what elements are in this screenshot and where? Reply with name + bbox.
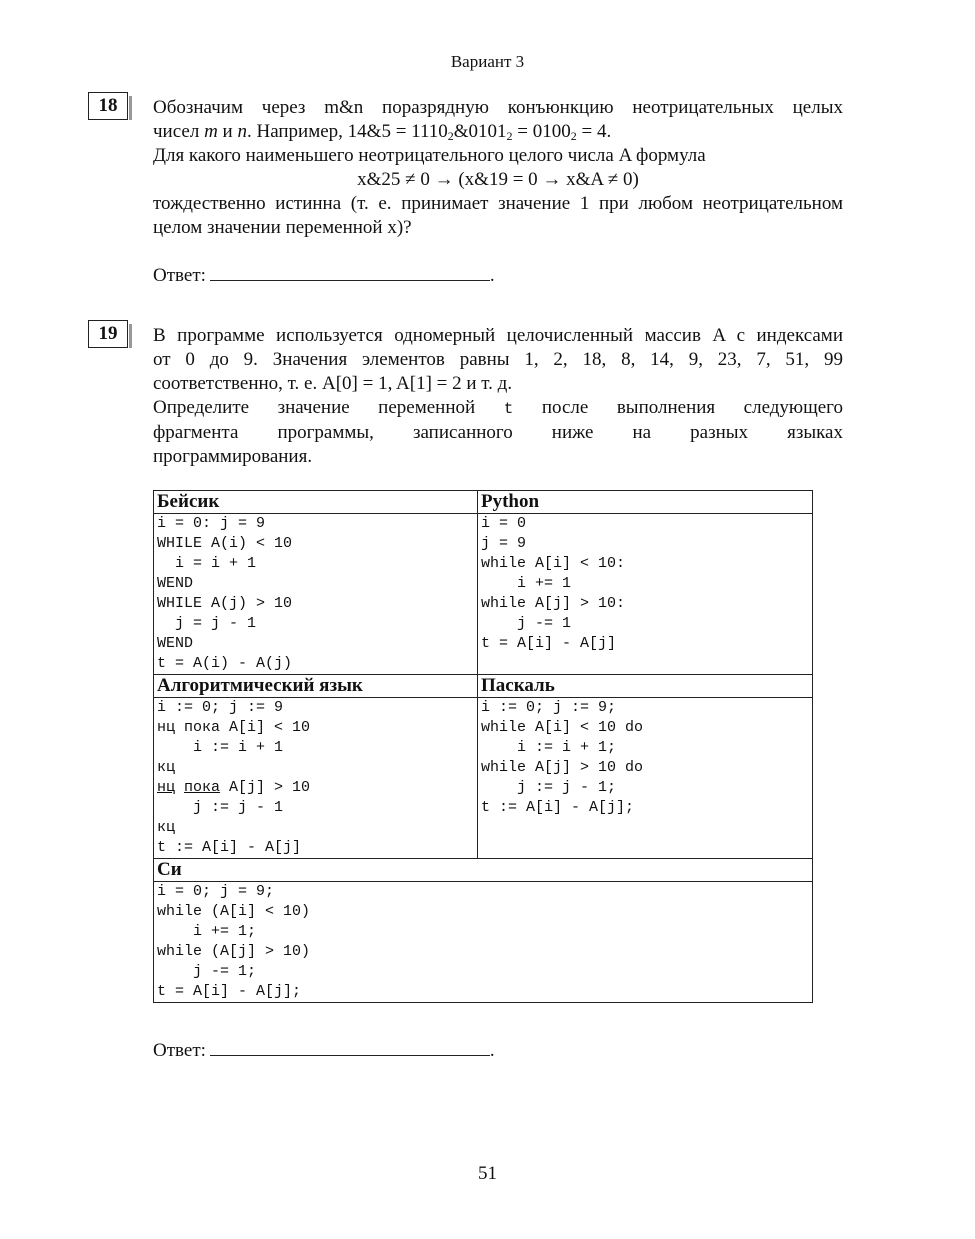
task-19-line-1: В программе используется одномерный целочисленный массив A с индексами [153, 325, 843, 346]
answer-field[interactable] [210, 1037, 490, 1056]
algo-title: Алгоритмический язык [154, 675, 478, 698]
answer-label: Ответ: [153, 1040, 206, 1061]
basic-title: Бейсик [154, 491, 478, 514]
task-19-number: 19 [88, 320, 128, 348]
algo-code: i := 0; j := 9 нц пока A[i] < 10 i := i + 1 кц нц пока A[j] > 10 j := j - 1 кц t := A[i] - A[j] [154, 698, 478, 859]
task-18-line-5: тождественно истинна (т. е. принимает значение 1 при любом неотрицательном [153, 193, 843, 214]
c-code: i = 0; j = 9; while (A[i] < 10) i += 1; while (A[j] > 10) j -= 1; t = A[i] - A[j]; [154, 882, 813, 1003]
task-19-answer: Ответ: . [153, 1037, 495, 1062]
c-title: Си [154, 859, 813, 882]
task-19-line-5: фрагмента программы, записанного ниже на разных языках [153, 422, 843, 443]
task-19-text [153, 324, 843, 469]
python-code: i = 0 j = 9 while A[i] < 10: i += 1 while A[j] > 10: j -= 1 t = A[i] - A[j] [478, 514, 813, 675]
task-18-answer: Ответ: . [153, 262, 495, 287]
task-18-text [153, 96, 843, 240]
task-18-line-1: Обозначим через m&n поразрядную конъюнкцию неотрицательных целых [153, 97, 843, 118]
answer-field[interactable] [210, 262, 490, 281]
page-number: 51 [478, 1163, 497, 1184]
pascal-title: Паскаль [478, 675, 813, 698]
task-19-line-6: программирования. [153, 446, 313, 467]
task-18-line-2: чисел m и n. Например, 14&5 = $1110_2\&0101_2 = 0100_2 = 4$. [153, 121, 612, 143]
basic-code: i = 0: j = 9 WHILE A(i) < 10 i = i + 1 WEND WHILE A(j) > 10 j = j - 1 WEND t = A(i) - A(j) [154, 514, 478, 675]
task-19-line-4: Определите значение переменной t после выполнения следующего [153, 397, 843, 418]
task-19-line-2: от 0 до 9. Значения элементов равны 1, 2, 18, 8, 14, 9, 23, 7, 51, 99 [153, 349, 843, 370]
code-table [153, 490, 813, 1003]
answer-label: Ответ: [153, 265, 206, 286]
python-title: Python [478, 491, 813, 514]
page-header: Вариант 3 [450, 52, 525, 71]
task-18-line-3: Для какого наименьшего неотрицательного целого числа A формула [153, 145, 706, 166]
task-19-line-3: соответственно, т. е. A[0] = 1, A[1] = 2 и т. д. [153, 373, 513, 394]
task-18-line-6: целом значении переменной x)? [153, 217, 412, 238]
task-18-formula: x&25 ≠ 0 → (x&19 = 0 → x&A ≠ 0) [357, 169, 639, 190]
pascal-code: i := 0; j := 9; while A[i] < 10 do i := i + 1; while A[j] > 10 do j := j - 1; t := A[i] - A[j]; [478, 698, 813, 859]
task-18-number: 18 [88, 92, 128, 120]
